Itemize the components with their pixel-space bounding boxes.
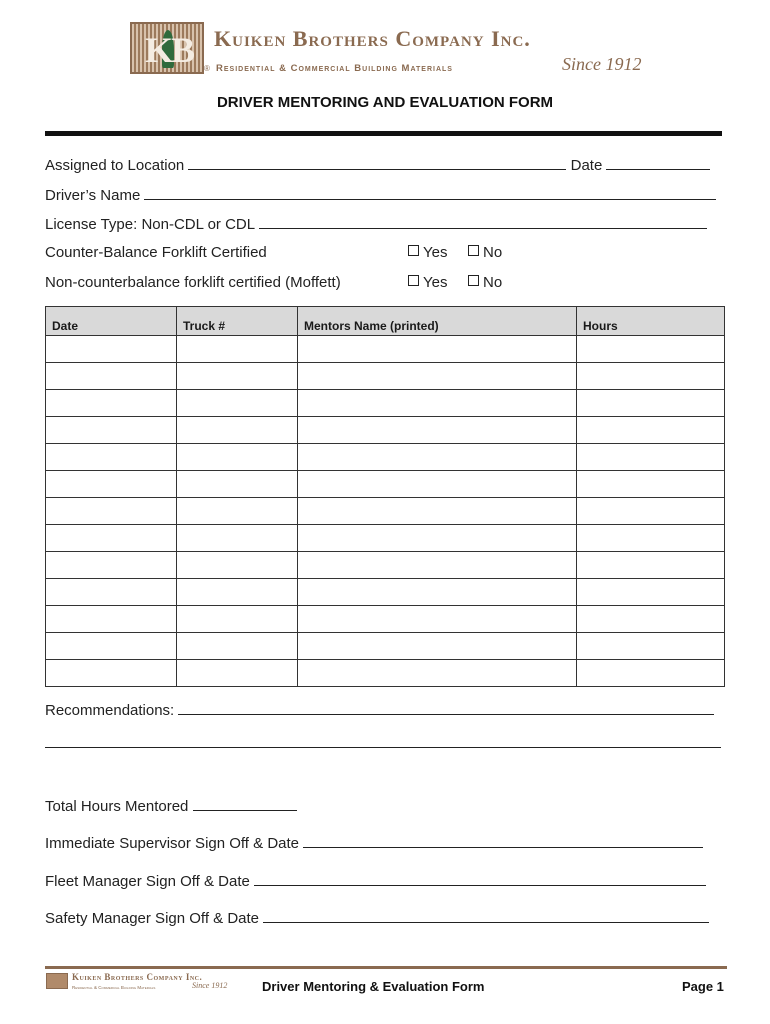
- table-row: [46, 633, 725, 660]
- company-logo: [130, 22, 204, 74]
- drivers-name-label: Driver’s Name: [45, 187, 141, 204]
- date-cell[interactable]: [46, 660, 177, 687]
- hours-cell[interactable]: [577, 498, 725, 525]
- assigned-location-field[interactable]: [188, 155, 566, 170]
- hours-cell[interactable]: [577, 417, 725, 444]
- checkbox-icon[interactable]: [408, 245, 419, 256]
- truck-cell[interactable]: [177, 498, 298, 525]
- mentor-name-cell[interactable]: [298, 363, 577, 390]
- col-mentor-header: Mentors Name (printed): [298, 307, 577, 336]
- safety-label: Safety Manager Sign Off & Date: [45, 910, 260, 927]
- mentor-name-cell[interactable]: [298, 606, 577, 633]
- checkbox-icon[interactable]: [408, 275, 419, 286]
- recommendations-continued-row: [45, 733, 721, 752]
- table-row: [46, 336, 725, 363]
- non-counterbalance-yes-option[interactable]: [408, 274, 447, 291]
- date-cell[interactable]: [46, 633, 177, 660]
- date-cell[interactable]: [46, 390, 177, 417]
- hours-cell[interactable]: [577, 471, 725, 498]
- table-row: [46, 498, 725, 525]
- since-year: Since 1912: [562, 54, 642, 74]
- date-cell[interactable]: [46, 579, 177, 606]
- table-row: [46, 390, 725, 417]
- counter-balance-yes-option[interactable]: [408, 244, 447, 261]
- date-cell[interactable]: [46, 552, 177, 579]
- supervisor-row: [45, 833, 703, 852]
- mentor-name-cell[interactable]: [298, 336, 577, 363]
- footer-tagline: Residential & Commercial Building Materials: [72, 985, 156, 990]
- drivers-name-field[interactable]: [144, 185, 716, 200]
- total-hours-label: Total Hours Mentored: [45, 798, 189, 815]
- total-hours-field[interactable]: [193, 796, 297, 811]
- company-name: Kuiken Brothers Company Inc.: [214, 26, 531, 51]
- date-label: Date: [570, 157, 603, 174]
- table-row: [46, 471, 725, 498]
- truck-cell[interactable]: [177, 444, 298, 471]
- no-label: No: [483, 274, 503, 291]
- hours-cell[interactable]: [577, 579, 725, 606]
- truck-cell[interactable]: [177, 660, 298, 687]
- recommendations-row: [45, 700, 714, 719]
- col-date-header: Date: [46, 307, 177, 336]
- hours-cell[interactable]: [577, 606, 725, 633]
- recommendations-field-line-2[interactable]: [45, 733, 721, 748]
- non-counterbalance-label: Non-counterbalance forklift certified (Moffett): [45, 274, 341, 291]
- yes-label: Yes: [423, 244, 448, 261]
- truck-cell[interactable]: [177, 363, 298, 390]
- truck-cell[interactable]: [177, 525, 298, 552]
- date-cell[interactable]: [46, 525, 177, 552]
- safety-signoff-field[interactable]: [263, 908, 709, 923]
- hours-cell[interactable]: [577, 525, 725, 552]
- col-hours-header: Hours: [577, 307, 725, 336]
- footer-since: Since 1912: [192, 981, 228, 990]
- hours-cell[interactable]: [577, 336, 725, 363]
- mentor-name-cell[interactable]: [298, 579, 577, 606]
- mentor-name-cell[interactable]: [298, 498, 577, 525]
- truck-cell[interactable]: [177, 579, 298, 606]
- table-row: [46, 363, 725, 390]
- footer-company: Kuiken Brothers Company Inc.: [72, 972, 203, 982]
- col-truck-header: Truck #: [177, 307, 298, 336]
- mentor-name-cell[interactable]: [298, 471, 577, 498]
- date-cell[interactable]: [46, 417, 177, 444]
- fleet-label: Fleet Manager Sign Off & Date: [45, 873, 250, 890]
- date-cell[interactable]: [46, 498, 177, 525]
- date-cell[interactable]: [46, 471, 177, 498]
- truck-cell[interactable]: [177, 606, 298, 633]
- supervisor-signoff-field[interactable]: [303, 833, 703, 848]
- recommendations-field[interactable]: [178, 700, 714, 715]
- truck-cell[interactable]: [177, 336, 298, 363]
- mentor-name-cell[interactable]: [298, 633, 577, 660]
- fleet-signoff-field[interactable]: [254, 871, 706, 886]
- page-number: Page 1: [682, 979, 724, 994]
- license-type-row: [45, 214, 707, 233]
- mentor-name-cell[interactable]: [298, 417, 577, 444]
- table-row: [46, 444, 725, 471]
- table-row: [46, 525, 725, 552]
- hours-cell[interactable]: [577, 390, 725, 417]
- company-tagline: Residential & Commercial Building Materials: [216, 63, 453, 74]
- counter-balance-no-option[interactable]: [468, 244, 502, 261]
- hours-cell[interactable]: [577, 660, 725, 687]
- hours-cell[interactable]: [577, 633, 725, 660]
- footer-divider: [45, 966, 727, 969]
- truck-cell[interactable]: [177, 552, 298, 579]
- truck-cell[interactable]: [177, 417, 298, 444]
- counter-balance-label: Counter-Balance Forklift Certified: [45, 244, 267, 261]
- footer-form-name: Driver Mentoring & Evaluation Form: [262, 979, 485, 994]
- logo-monogram: KB: [144, 30, 193, 70]
- total-hours-row: [45, 796, 297, 815]
- mentor-name-cell[interactable]: [298, 525, 577, 552]
- recommendations-label: Recommendations:: [45, 702, 175, 719]
- license-type-field[interactable]: [259, 214, 707, 229]
- license-type-label: License Type: Non-CDL or CDL: [45, 216, 255, 233]
- date-cell[interactable]: [46, 606, 177, 633]
- table-row: [46, 660, 725, 687]
- table-row: [46, 606, 725, 633]
- supervisor-label: Immediate Supervisor Sign Off & Date: [45, 835, 300, 852]
- date-cell[interactable]: [46, 336, 177, 363]
- mentoring-log-table: [45, 306, 725, 687]
- checkbox-icon[interactable]: [468, 275, 479, 286]
- checkbox-icon[interactable]: [468, 245, 479, 256]
- mentor-name-cell[interactable]: [298, 660, 577, 687]
- fleet-row: [45, 871, 706, 890]
- title-divider: [45, 131, 722, 136]
- table-row: [46, 552, 725, 579]
- date-cell[interactable]: [46, 363, 177, 390]
- assigned-location-label: Assigned to Location: [45, 157, 185, 174]
- footer-logo: [46, 973, 68, 989]
- mentor-name-cell[interactable]: [298, 390, 577, 417]
- hours-cell[interactable]: [577, 552, 725, 579]
- mentor-name-cell[interactable]: [298, 444, 577, 471]
- letterhead: [130, 22, 650, 78]
- form-title: DRIVER MENTORING AND EVALUATION FORM: [216, 94, 554, 111]
- mentor-name-cell[interactable]: [298, 552, 577, 579]
- no-label: No: [483, 244, 503, 261]
- yes-label: Yes: [423, 274, 448, 291]
- truck-cell[interactable]: [177, 390, 298, 417]
- table-header-row: [46, 307, 725, 336]
- safety-row: [45, 908, 709, 927]
- hours-cell[interactable]: [577, 363, 725, 390]
- date-cell[interactable]: [46, 444, 177, 471]
- truck-cell[interactable]: [177, 471, 298, 498]
- non-counterbalance-no-option[interactable]: [468, 274, 502, 291]
- assigned-location-row: [45, 155, 710, 174]
- registered-mark: ®: [204, 64, 210, 73]
- table-row: [46, 417, 725, 444]
- drivers-name-row: [45, 185, 716, 204]
- date-field[interactable]: [606, 155, 710, 170]
- hours-cell[interactable]: [577, 444, 725, 471]
- truck-cell[interactable]: [177, 633, 298, 660]
- table-row: [46, 579, 725, 606]
